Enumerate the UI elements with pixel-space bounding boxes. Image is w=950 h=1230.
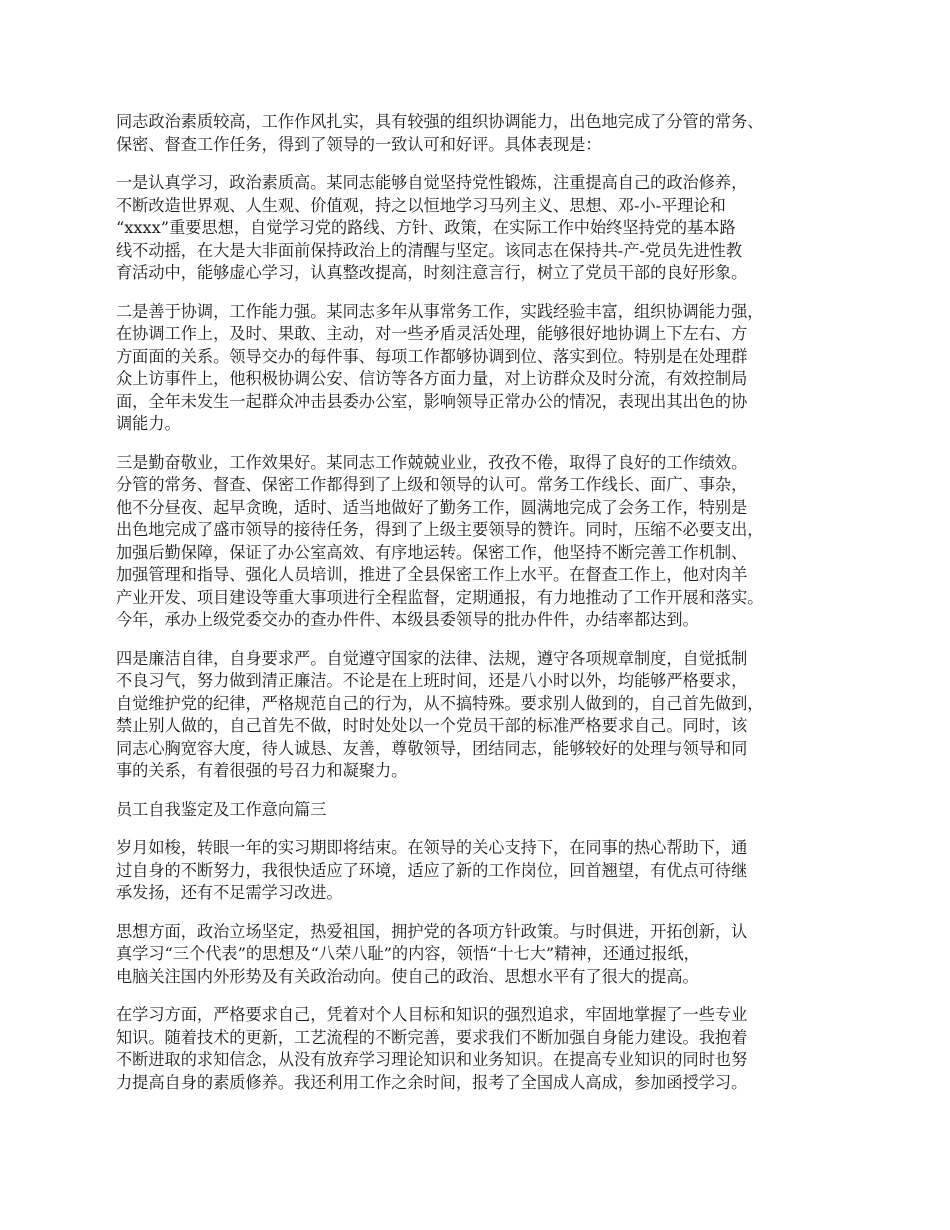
text-line: 过自身的不断努力，我很快适应了环境，适应了新的工作岗位，回首翘望，有优点可待继 — [116, 860, 748, 880]
text-line: 在学习方面，严格要求自己，凭着对个人目标和知识的强烈追求，牢固地掌握了一些专业 — [116, 1005, 748, 1024]
text-line: 面，全年未发生一起群众冲击县委办公室，影响领导正常办公的情况，表现出其出色的协 — [116, 391, 748, 411]
text-line: 不断进取的求知信念，从没有放弃学习理论知识和业务知识。在提高专业知识的同时也努 — [116, 1050, 748, 1069]
text-line: 电脑关注国内外形势及有关政治动向。使自己的政治、思想水平有了很大的提高。 — [116, 966, 699, 986]
text-line: 众上访事件上，他积极协调公安、信访等各方面力量，对上访群众及时分流，有效控制局 — [116, 369, 748, 388]
text-line: 知识。随着技术的更新，工艺流程的不断完善，要求我们不断加强自身能力建设。我抱着 — [116, 1027, 748, 1047]
text-line: 真学习“三个代表”的思想及“八荣八耻”的内容，领悟“十七大”精神，还通过报纸， — [116, 944, 700, 963]
paragraph-learning — [116, 1004, 856, 1094]
text-line: 线不动摇，在大是大非面前保持政治上的清醒与坚定。该同志在保持共-产-党员先进性教 — [116, 240, 743, 260]
text-line: 自觉维护党的纪律，严格规范自己的行为，从不搞特殊。要求别人做到的，自己首先做到， — [116, 693, 764, 713]
heading-text: 员工自我鉴定及工作意向篇三 — [116, 799, 327, 819]
paragraph-integrity — [116, 648, 856, 783]
text-line: 方面面的关系。领导交办的每件事、每项工作都够协调到位、落实到位。特别是在处理群 — [116, 346, 748, 366]
text-line: 他不分昼夜、起早贪晚，适时、适当地做好了勤务工作，圆满地完成了会务工作，特别是 — [116, 497, 748, 517]
text-line: 加强后勤保障，保证了办公室高效、有序地运转。保密工作，他坚持不断完善工作机制、 — [116, 542, 748, 562]
text-line: 不良习气，努力做到清正廉洁。不论是在上班时间，还是八小时以外，均能够严格要求， — [116, 671, 748, 690]
text-line: 加强管理和指导、强化人员培训，推进了全县保密工作上水平。在督查工作上，他对肉羊 — [116, 565, 748, 584]
text-line: 在协调工作上，及时、果敢、主动，对一些矛盾灵活处理，能够很好地协调上下左右、方 — [116, 324, 748, 343]
text-line: 今年，承办上级党委交办的查办件件、本级县委领导的批办件件，办结率都达到。 — [116, 610, 699, 629]
paragraph-study — [116, 172, 856, 285]
text-line: 不断改造世界观、人生观、价值观，持之以恒地学习马列主义、思想、邓-小-平理论和 — [116, 195, 726, 215]
text-line: 三是勤奋敬业，工作效果好。某同志工作兢兢业业，孜孜不倦，取得了良好的工作绩效。 — [116, 452, 748, 472]
text-line: 禁止别人做的，自己首先不做，时时处处以一个党员干部的标准严格要求自己。同时，该 — [116, 716, 748, 735]
text-line: 同志心胸宽容大度，待人诚恳、友善，尊敬领导，团结同志，能够较好的处理与领导和同 — [116, 738, 748, 758]
text-line: 育活动中，能够虚心学习，认真整改提高，时刻注意言行，树立了党员干部的良好形象。 — [116, 263, 748, 282]
paragraph-internship — [116, 837, 856, 905]
text-line: 思想方面，政治立场坚定，热爱祖国，拥护党的各项方针政策。与时俱进，开拓创新，认 — [116, 921, 748, 941]
text-line: 同志政治素质较高，工作作风扎实，具有较强的组织协调能力，出色地完成了分管的常务、 — [116, 112, 764, 131]
paragraph-coordination — [116, 301, 856, 436]
text-line: 力提高自身的素质修养。我还利用工作之余时间，报考了全国成人高成，参加函授学习。 — [116, 1072, 748, 1092]
text-line: 保密、督查工作任务，得到了领导的一致认可和好评。具体表现是： — [116, 134, 602, 154]
section-heading — [116, 799, 856, 822]
paragraph-ideology — [116, 921, 856, 989]
text-line: 四是廉洁自律，自身要求严。自觉遵守国家的法律、法规，遵守各项规章制度，自觉抵制 — [116, 648, 748, 668]
text-line: 产业开发、项目建设等重大事项进行全程监督，定期通报，有力地推动了工作开展和落实。 — [116, 587, 764, 607]
text-line: 一是认真学习，政治素质高。某同志能够自觉坚持党性锻炼，注重提高自己的政治修养， — [116, 173, 748, 192]
text-line: 事的关系，有着很强的号召力和凝聚力。 — [116, 761, 408, 780]
text-line: 分管的常务、督查、保密工作都得到了上级和领导的认可。常务工作线长、面广、事杂， — [116, 475, 748, 494]
paragraph-diligence — [116, 452, 856, 632]
text-line: 二是善于协调，工作能力强。某同志多年从事常务工作，实践经验丰富，组织协调能力强， — [116, 301, 764, 321]
text-line: 出色地完成了盛市领导的接待任务，得到了上级主要领导的赞许。同时，压缩不必要支出， — [116, 520, 764, 539]
text-line: “xxxx”重要思想，自觉学习党的路线、方针、政策，在实际工作中始终坚持党的基本路 — [116, 218, 736, 237]
text-line: 岁月如梭，转眼一年的实习期即将结束。在领导的关心支持下，在同事的热心帮助下，通 — [116, 838, 748, 857]
text-line: 调能力。 — [116, 414, 181, 433]
document-body — [116, 111, 856, 1110]
paragraph-intro — [116, 111, 856, 156]
text-line: 承发扬，还有不足需学习改进。 — [116, 883, 343, 902]
